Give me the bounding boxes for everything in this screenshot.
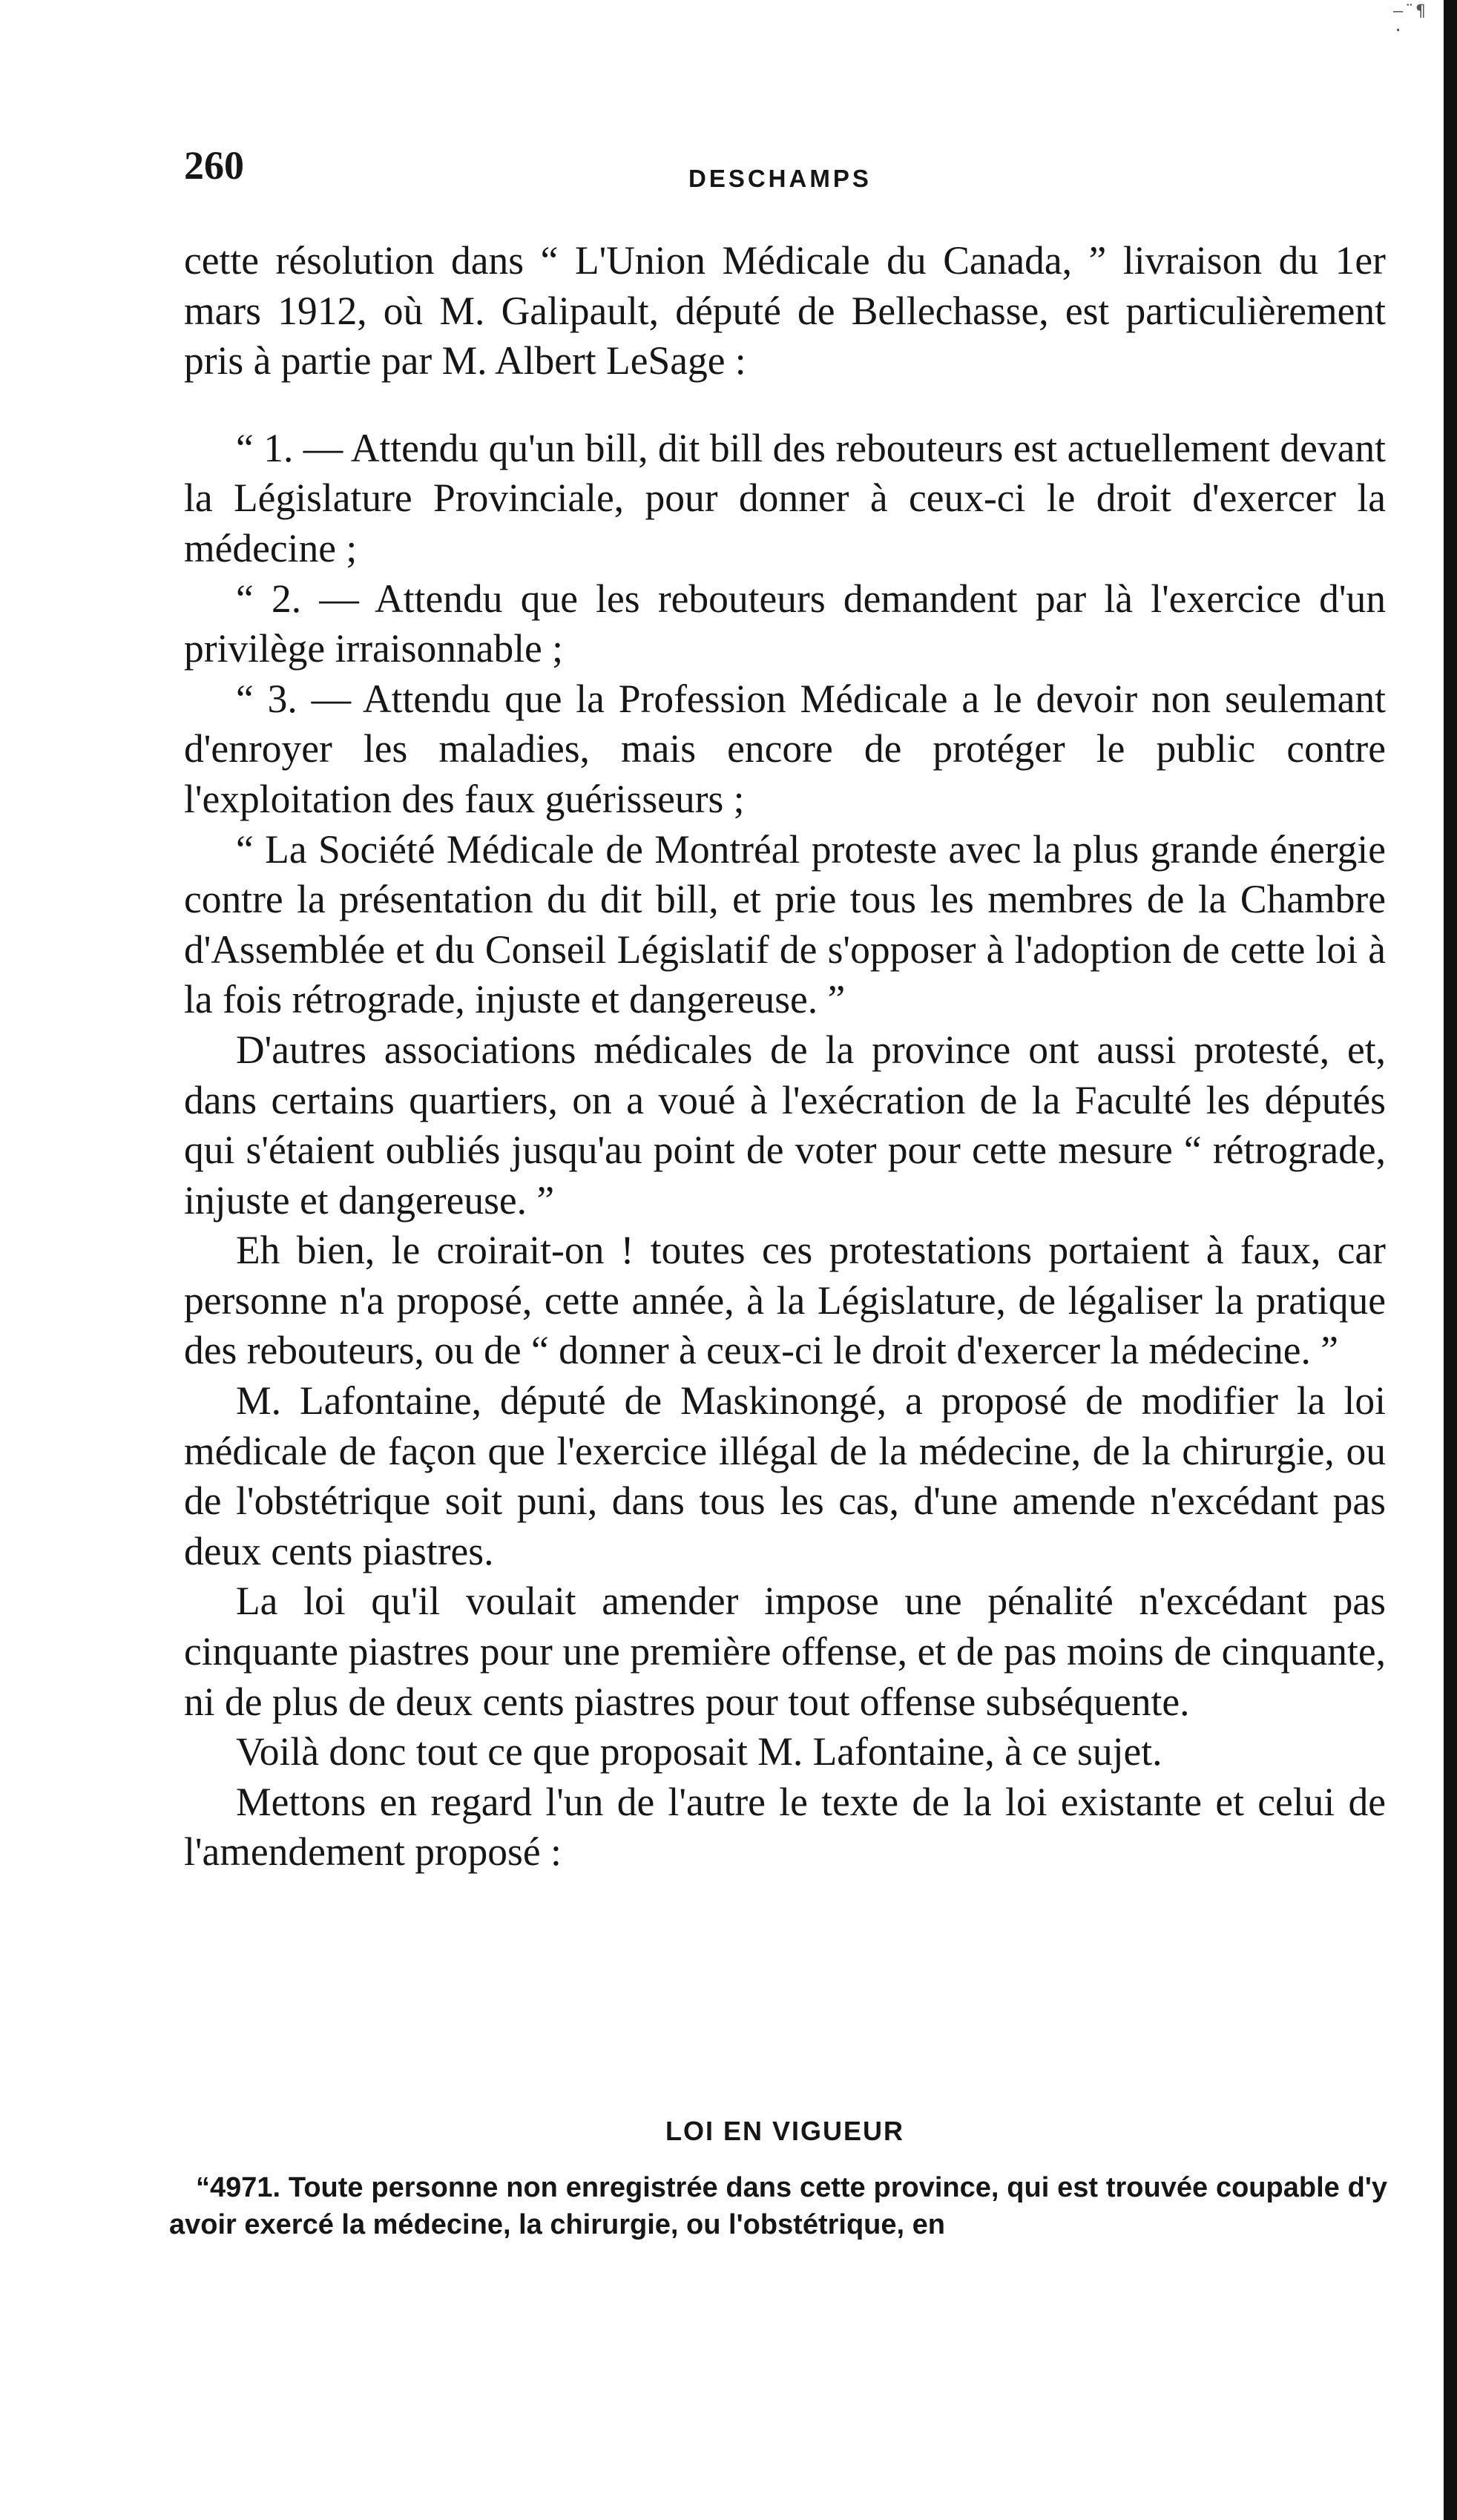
paragraph-continuation: cette résolution dans “ L'Union Médicale du Canada, ” livraison du 1er mars 1912, où M. Galipault, député de Bellechasse, est particulièrement pris à partie par M. Albert LeSage : [184, 238, 1386, 384]
paragraph-voila: Voilà donc tout ce que proposait M. Lafontaine, à ce sujet. [236, 1729, 1162, 1774]
paragraph-loi-amender: La loi qu'il voulait amender impose une pénalité n'excédant pas cinquante piastres pour une première offense, et de pas moins de cinquante, ni de plus de deux cents piastres pour tout offense subséquente. [184, 1579, 1386, 1724]
paragraph-eh-bien: Eh bien, le croirait-on ! toutes ces protestations portaient à faux, car personne n'a proposé, cette année, à la Législature, de légaliser la pratique des rebouteurs, ou de “ donner à ceux-ci le droit d'exercer la médecine. ” [184, 1228, 1386, 1373]
resolution-clause-1: “ 1. — Attendu qu'un bill, dit bill des rebouteurs est actuellement devant la Législature Provinciale, pour donner à ceux-ci le droit d'exercer la médecine ; [184, 425, 1386, 570]
paragraph-other-associations: D'autres associations médicales de la province ont aussi protesté, et, dans certains quartiers, on a voué à l'exécration de la Faculté les députés qui s'étaient oubliés jusqu'au point de voter pour cette mesure “ rétrograde, injuste et dangereuse. ” [184, 1027, 1386, 1223]
law-excerpt [169, 2169, 1387, 2243]
law-article-4971: “4971. Toute personne non enregistrée dans cette province, qui est trouvée coupable d'y avoir exercé la médecine, la chirurgie, ou l'obstétrique, en [169, 2172, 1387, 2240]
running-head [184, 142, 1393, 202]
body-text [184, 236, 1386, 1878]
resolution-clause-3: “ 3. — Attendu que la Profession Médicale a le devoir non seulemant d'enroyer les maladies, mais encore de protéger le public contre l'exploitation des faux guérisseurs ; [184, 676, 1386, 821]
page-edge-shadow [1444, 0, 1457, 2520]
paragraph-lafontaine: M. Lafontaine, député de Maskinongé, a proposé de modifier la loi médicale de façon que l'exercice illégal de la médecine, de la chirurgie, ou de l'obstétrique soit puni, dans tous les cas, d'une amende n'excédant pas deux cents piastres. [184, 1378, 1386, 1573]
paragraph-mettons: Mettons en regard l'un de l'autre le texte de la loi existante et celui de l'amendement proposé : [184, 1779, 1386, 1875]
resolution-clause-2: “ 2. — Attendu que les rebouteurs demandent par là l'exercice d'un privilège irraisonnable ; [184, 576, 1386, 671]
page-number: 260 [184, 143, 244, 188]
margin-marks: —¨¶ . [1393, 2, 1427, 36]
resolution-protest: “ La Société Médicale de Montréal proteste avec la plus grande énergie contre la présentation du dit bill, et prie tous les membres de la Chambre d'Assemblée et du Conseil Législatif de s'opposer à l'adoption de cette loi à la fois rétrograde, injuste et dangereuse. ” [184, 826, 1386, 1022]
running-title: DESCHAMPS [688, 165, 872, 192]
section-heading: LOI EN VIGUEUR [665, 2116, 905, 2146]
